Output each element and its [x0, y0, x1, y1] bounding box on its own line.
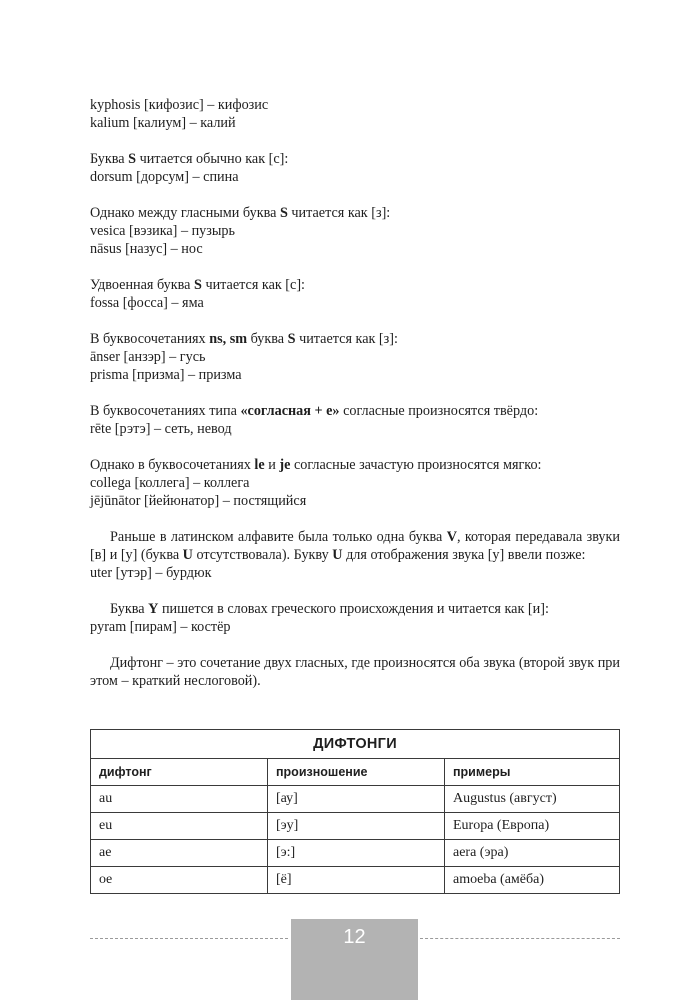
rule-s-default: Буква S читается обычно как [с]: — [90, 151, 289, 167]
example-fossa: fossa [фосса] – яма — [90, 295, 204, 311]
table-row — [91, 813, 620, 840]
table-cell: aera (эра) — [445, 840, 620, 867]
table-cell: Augustus (август) — [445, 786, 620, 813]
table-title: ДИФТОНГИ — [91, 730, 620, 759]
example-collega: collega [коллега] – коллега — [90, 475, 250, 491]
footer-divider-right — [420, 938, 620, 939]
example-prisma: prisma [призма] – призма — [90, 367, 242, 383]
table-row — [91, 840, 620, 867]
example-dorsum: dorsum [дорсум] – спина — [90, 169, 239, 185]
rule-ns-sm: В буквосочетаниях ns, sm буква S читается как [з]: — [90, 331, 398, 347]
page-body — [90, 96, 620, 690]
example-kalium: kalium [калиум] – калий — [90, 115, 236, 131]
page-number: 12 — [291, 919, 418, 1000]
example-kyphosis: kyphosis [кифозис] – кифозис — [90, 97, 269, 113]
table-cell: amoeba (амёба) — [445, 867, 620, 894]
column-header-pronunciation: произношение — [268, 759, 445, 786]
rule-consonant-e: В буквосочетаниях типа «согласная + е» согласные произносятся твёрдо: — [90, 403, 539, 419]
rule-s-between-vowels: Однако между гласными буква S читается как [з]: — [90, 205, 391, 221]
table-header-row — [91, 759, 620, 786]
paragraph-letter-v: Раньше в латинском алфавите была только одна буква V, которая передавала звуки [в] и [у] (буква U отсутствовала). Букву U для отображения звука [у] ввели позже: — [90, 529, 621, 563]
table-cell: eu — [91, 813, 268, 840]
table-row — [91, 786, 620, 813]
footer-divider-left — [90, 938, 288, 939]
table-cell: [эу] — [268, 813, 445, 840]
rule-le-je: Однако в буквосочетаниях le и je согласные зачастую произносятся мягко: — [90, 457, 542, 473]
table-cell: [ау] — [268, 786, 445, 813]
example-uter: uter [утэр] – бурдюк — [90, 565, 212, 581]
table-row — [91, 867, 620, 894]
diphthong-table — [90, 729, 620, 894]
table-cell: ae — [91, 840, 268, 867]
column-header-examples: примеры — [445, 759, 620, 786]
table-cell: Europa (Европа) — [445, 813, 620, 840]
example-nasus: nāsus [назус] – нос — [90, 241, 203, 257]
rule-letter-y: Буква Y пишется в словах греческого происхождения и читается как [и]: — [110, 601, 549, 617]
example-vesica: vesica [вэзика] – пузырь — [90, 223, 235, 239]
column-header-diphthong: дифтонг — [91, 759, 268, 786]
table-cell: oe — [91, 867, 268, 894]
table-cell: [э:] — [268, 840, 445, 867]
table-cell: au — [91, 786, 268, 813]
paragraph-diphthong-definition: Дифтонг – это сочетание двух гласных, где произносятся оба звука (второй звук при этом – краткий неслоговой). — [90, 655, 620, 689]
example-rete: rēte [рэтэ] – сеть, невод — [90, 421, 232, 437]
table-cell: [ё] — [268, 867, 445, 894]
rule-double-s: Удвоенная буква S читается как [с]: — [90, 277, 305, 293]
example-jejunator: jējūnātor [йейюнатор] – постящийся — [90, 493, 307, 509]
example-pyram: pyram [пирам] – костёр — [90, 619, 231, 635]
example-anser: ānser [анзэр] – гусь — [90, 349, 206, 365]
